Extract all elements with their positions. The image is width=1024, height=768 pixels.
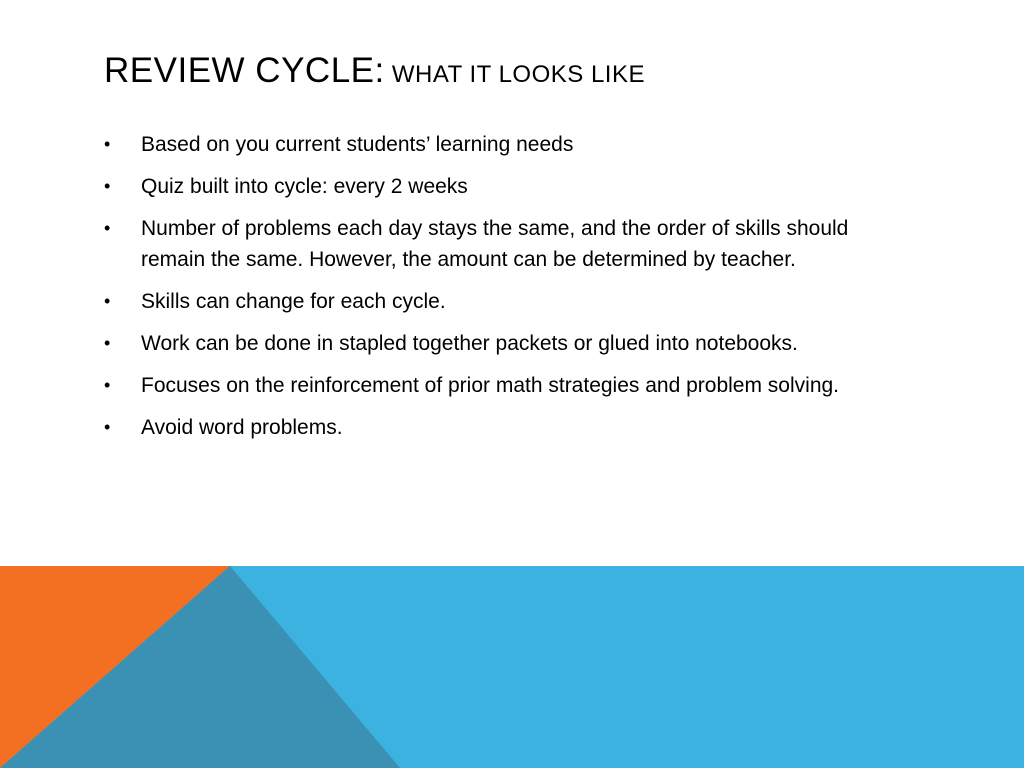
- bullet-item: • Avoid word problems.: [104, 412, 904, 443]
- bullet-item: • Focuses on the reinforcement of prior math strategies and problem solving.: [104, 370, 904, 401]
- bullet-list: [104, 129, 904, 454]
- slide-title: [104, 52, 645, 91]
- bullet-item: • Number of problems each day stays the same, and the order of skills should remain the same. However, the amount can be determined by teacher.: [104, 213, 904, 275]
- bullet-item: • Skills can change for each cycle.: [104, 286, 904, 317]
- bullet-item: • Quiz built into cycle: every 2 weeks: [104, 171, 904, 202]
- bullet-item: • Based on you current students’ learning needs: [104, 129, 904, 160]
- slide-title-subtitle: WHAT IT LOOKS LIKE: [384, 61, 645, 88]
- slide-title-main: REVIEW CYCLE:: [104, 51, 385, 90]
- bullet-item: • Work can be done in stapled together packets or glued into notebooks.: [104, 328, 904, 359]
- decorative-banner: [0, 566, 1024, 768]
